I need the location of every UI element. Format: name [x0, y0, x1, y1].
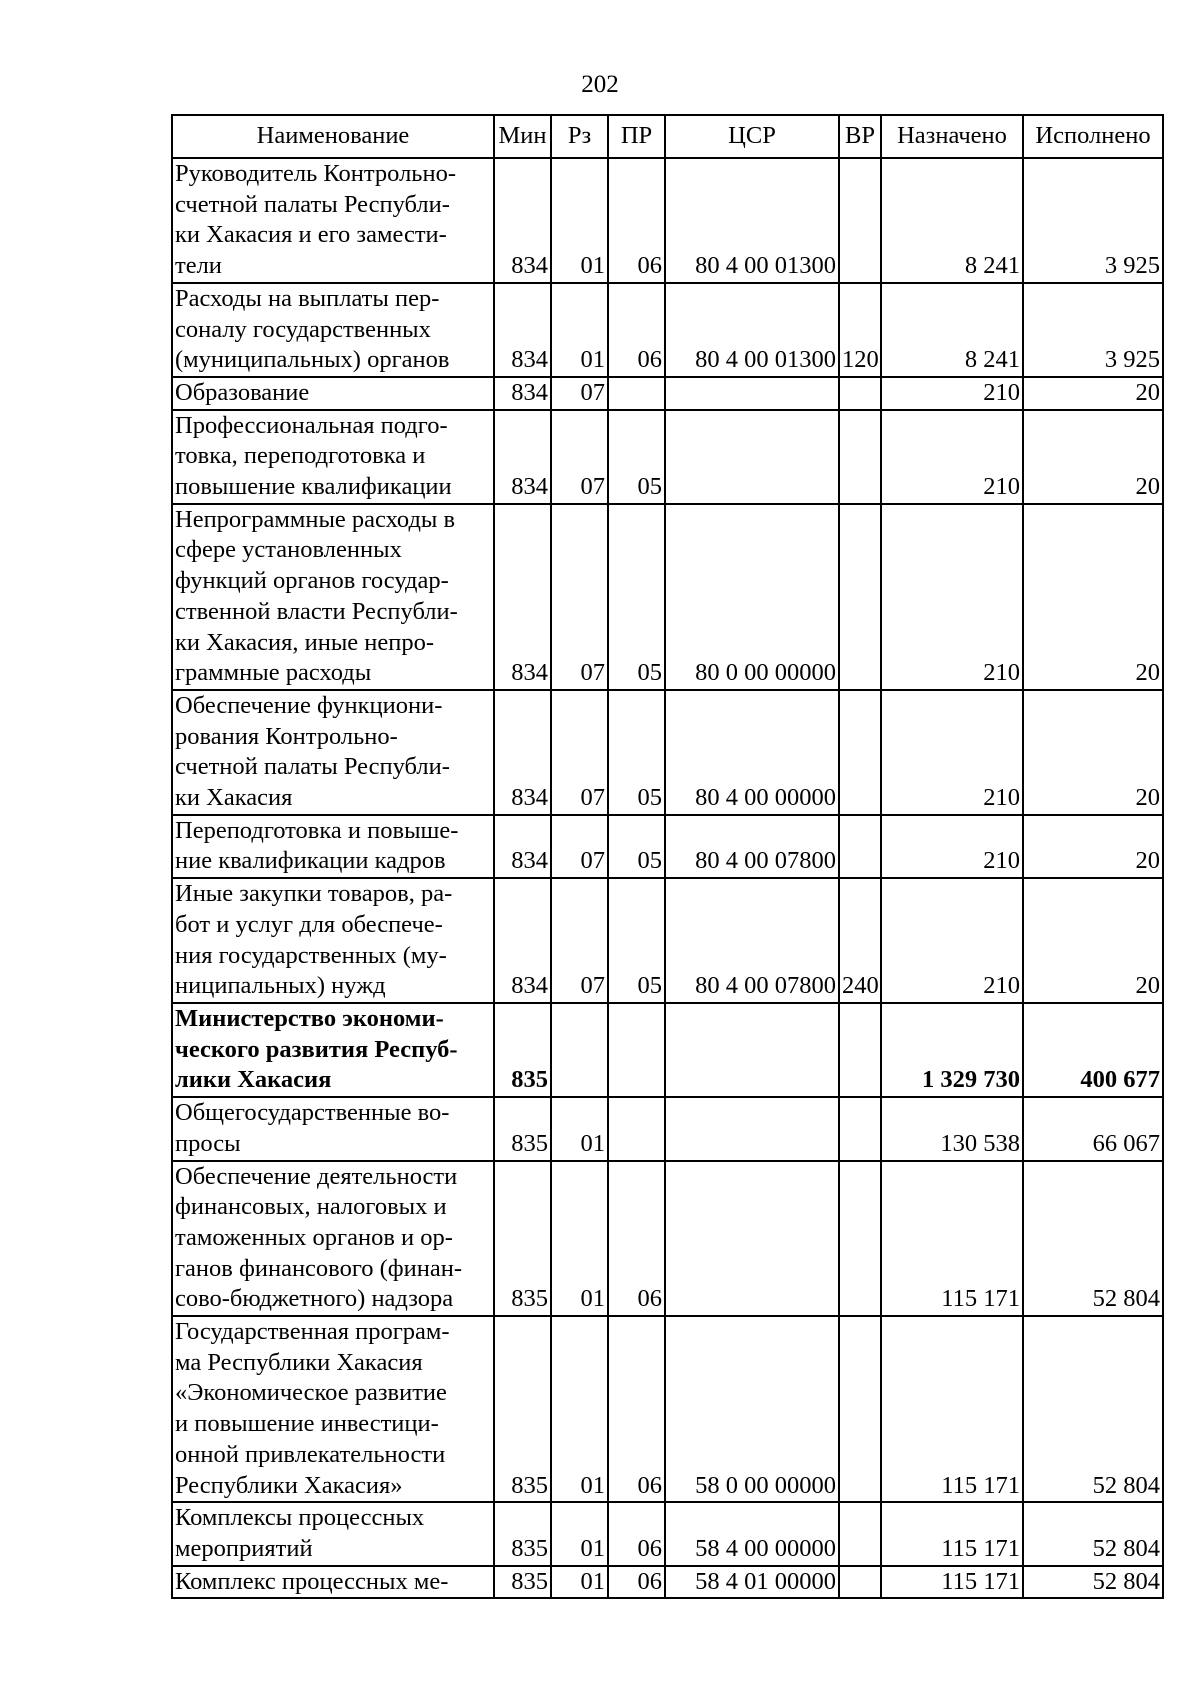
cell-name-line: соналу государственных — [175, 315, 431, 343]
cell-pr: 05 — [608, 878, 665, 1003]
cell-name-line: Министерство экономи- — [175, 1004, 444, 1032]
cell-csr — [665, 1097, 839, 1160]
cell-name-line: Комплексы процессных — [175, 1504, 425, 1532]
cell-csr — [665, 410, 839, 504]
cell-name-line: Руководитель Контрольно- — [175, 160, 456, 187]
cell-csr: 58 4 01 00000 — [665, 1566, 839, 1599]
cell-name-line: и повышение инвестици- — [175, 1410, 439, 1438]
table-row — [172, 410, 1163, 504]
cell-assigned: 1 329 730 — [881, 1003, 1023, 1097]
cell-pr: 06 — [608, 1502, 665, 1565]
cell-executed: 52 804 — [1023, 1502, 1163, 1565]
cell-name — [172, 1003, 494, 1097]
cell-pr: 05 — [608, 815, 665, 878]
cell-name-line: онной привлекательности — [175, 1440, 446, 1468]
cell-executed: 20 — [1023, 690, 1163, 815]
header-min: Мин — [494, 115, 551, 158]
header-executed: Исполнено — [1023, 115, 1163, 158]
table-row — [172, 1566, 1163, 1599]
cell-name — [172, 815, 494, 878]
page-number: 202 — [581, 71, 619, 98]
cell-name-line: повышение квалификации — [175, 473, 452, 501]
cell-assigned: 115 171 — [881, 1161, 1023, 1317]
cell-name-line: (муниципальных) органов — [175, 346, 450, 374]
cell-name-line: бот и услуг для обеспече- — [175, 910, 443, 938]
cell-vr — [839, 1003, 881, 1097]
cell-pr: 06 — [608, 1161, 665, 1317]
table-row — [172, 504, 1163, 690]
cell-vr — [839, 1566, 881, 1599]
cell-min: 835 — [494, 1097, 551, 1160]
cell-name-line: ганов финансового (финан- — [175, 1254, 463, 1282]
cell-min: 834 — [494, 158, 551, 283]
cell-name-line: ки Хакасия и его замести- — [175, 221, 447, 249]
cell-name — [172, 690, 494, 815]
cell-name — [172, 1161, 494, 1317]
cell-name-line: просы — [175, 1129, 241, 1157]
cell-vr — [839, 158, 881, 283]
cell-name-line: Обеспечение функциони- — [175, 691, 443, 719]
table-row — [172, 878, 1163, 1003]
cell-rz: 01 — [551, 158, 608, 283]
cell-name-line: Комплекс процессных ме- — [175, 1567, 449, 1595]
cell-name-line: сфере установленных — [175, 536, 402, 564]
cell-assigned: 210 — [881, 410, 1023, 504]
cell-rz: 07 — [551, 504, 608, 690]
table-row — [172, 158, 1163, 283]
cell-pr: 05 — [608, 410, 665, 504]
cell-vr: 240 — [839, 878, 881, 1003]
cell-name-line: Обеспечение деятельности — [175, 1162, 458, 1190]
cell-name-line: Профессиональная подго- — [175, 411, 448, 439]
table-row — [172, 283, 1163, 377]
cell-name-line: Расходы на выплаты пер- — [175, 284, 440, 312]
cell-name-line: тели — [175, 252, 222, 280]
table-body — [172, 158, 1163, 1598]
cell-assigned: 130 538 — [881, 1097, 1023, 1160]
cell-name — [172, 283, 494, 377]
cell-rz: 01 — [551, 1097, 608, 1160]
cell-csr: 80 4 00 07800 — [665, 815, 839, 878]
cell-name — [172, 1097, 494, 1160]
cell-name — [172, 1566, 494, 1599]
cell-csr: 80 4 00 07800 — [665, 878, 839, 1003]
cell-name-line: ки Хакасия, иные непро- — [175, 628, 435, 656]
header-pr: ПР — [608, 115, 665, 158]
cell-vr — [839, 1161, 881, 1317]
cell-rz: 07 — [551, 690, 608, 815]
cell-executed: 20 — [1023, 410, 1163, 504]
cell-csr: 80 4 00 01300 — [665, 283, 839, 377]
cell-min: 835 — [494, 1566, 551, 1599]
budget-table — [171, 114, 1164, 1599]
cell-assigned: 8 241 — [881, 283, 1023, 377]
cell-vr — [839, 815, 881, 878]
cell-name-line: товка, переподготовка и — [175, 442, 426, 470]
cell-executed: 20 — [1023, 878, 1163, 1003]
cell-min: 835 — [494, 1502, 551, 1565]
cell-min: 834 — [494, 283, 551, 377]
cell-rz: 01 — [551, 1316, 608, 1502]
cell-executed: 20 — [1023, 504, 1163, 690]
cell-name-line: мероприятий — [175, 1534, 313, 1562]
cell-assigned: 8 241 — [881, 158, 1023, 283]
cell-vr — [839, 410, 881, 504]
cell-assigned: 115 171 — [881, 1566, 1023, 1599]
header-vr: ВР — [839, 115, 881, 158]
cell-min: 834 — [494, 878, 551, 1003]
cell-csr: 58 4 00 00000 — [665, 1502, 839, 1565]
cell-min: 835 — [494, 1161, 551, 1317]
cell-name-line: «Экономическое развитие — [175, 1379, 447, 1407]
cell-name-line: граммные расходы — [175, 659, 372, 687]
cell-name-line: Общегосударственные во- — [175, 1099, 450, 1127]
cell-rz: 07 — [551, 377, 608, 410]
cell-name — [172, 377, 494, 410]
table-row — [172, 1003, 1163, 1097]
cell-assigned: 115 171 — [881, 1502, 1023, 1565]
cell-name-line: таможенных органов и ор- — [175, 1223, 453, 1251]
cell-rz: 07 — [551, 878, 608, 1003]
table-header-row — [172, 115, 1163, 158]
cell-rz: 01 — [551, 1566, 608, 1599]
cell-name-line: Непрограммные расходы в — [175, 505, 456, 533]
header-name: Наименование — [172, 115, 494, 158]
cell-pr: 05 — [608, 504, 665, 690]
cell-name-line: ниципальных) нужд — [175, 972, 386, 1000]
cell-rz: 01 — [551, 1161, 608, 1317]
cell-executed: 20 — [1023, 815, 1163, 878]
cell-vr — [839, 1316, 881, 1502]
header-rz: Рз — [551, 115, 608, 158]
cell-executed: 52 804 — [1023, 1316, 1163, 1502]
cell-pr — [608, 1003, 665, 1097]
cell-name — [172, 410, 494, 504]
cell-name-line: рования Контрольно- — [175, 722, 398, 750]
cell-min: 835 — [494, 1003, 551, 1097]
cell-name — [172, 504, 494, 690]
table-row — [172, 1502, 1163, 1565]
cell-vr — [839, 377, 881, 410]
cell-name-line: Образование — [175, 378, 310, 406]
cell-executed: 3 925 — [1023, 283, 1163, 377]
cell-executed: 52 804 — [1023, 1161, 1163, 1317]
table-row — [172, 815, 1163, 878]
cell-rz: 01 — [551, 1502, 608, 1565]
cell-name — [172, 158, 494, 283]
cell-name-line: Иные закупки товаров, ра- — [175, 880, 453, 908]
cell-name-line: ние квалификации кадров — [175, 847, 446, 875]
header-assigned: Назначено — [881, 115, 1023, 158]
cell-name-line: лики Хакасия — [175, 1066, 332, 1094]
cell-csr: 80 0 00 00000 — [665, 504, 839, 690]
cell-min: 834 — [494, 815, 551, 878]
cell-assigned: 210 — [881, 815, 1023, 878]
cell-pr: 06 — [608, 1316, 665, 1502]
cell-rz: 07 — [551, 815, 608, 878]
cell-min: 834 — [494, 504, 551, 690]
cell-min: 835 — [494, 1316, 551, 1502]
cell-name — [172, 1502, 494, 1565]
cell-name-line: счетной палаты Республи- — [175, 753, 450, 781]
cell-pr — [608, 377, 665, 410]
cell-min: 834 — [494, 410, 551, 504]
cell-pr: 06 — [608, 158, 665, 283]
cell-vr — [839, 504, 881, 690]
cell-name-line: сово-бюджетного) надзора — [175, 1285, 454, 1313]
cell-executed: 400 677 — [1023, 1003, 1163, 1097]
cell-min: 834 — [494, 690, 551, 815]
cell-assigned: 210 — [881, 504, 1023, 690]
cell-name-line: Переподготовка и повыше- — [175, 816, 459, 844]
cell-name-line: ния государственных (му- — [175, 941, 447, 969]
cell-pr: 05 — [608, 690, 665, 815]
cell-executed: 52 804 — [1023, 1566, 1163, 1599]
cell-name-line: Государственная програм- — [175, 1318, 450, 1346]
cell-assigned: 210 — [881, 690, 1023, 815]
cell-name-line: счетной палаты Республи- — [175, 190, 450, 218]
cell-csr — [665, 377, 839, 410]
cell-csr: 58 0 00 00000 — [665, 1316, 839, 1502]
cell-executed: 66 067 — [1023, 1097, 1163, 1160]
cell-name-line: финансовых, налоговых и — [175, 1193, 447, 1221]
cell-name-line: ки Хакасия — [175, 784, 293, 812]
table-row — [172, 1097, 1163, 1160]
cell-rz: 07 — [551, 410, 608, 504]
cell-csr — [665, 1161, 839, 1317]
table-row — [172, 377, 1163, 410]
cell-rz: 01 — [551, 283, 608, 377]
table-row — [172, 1161, 1163, 1317]
cell-name — [172, 1316, 494, 1502]
cell-pr — [608, 1097, 665, 1160]
cell-name-line: ма Республики Хакасия — [175, 1348, 423, 1376]
cell-assigned: 210 — [881, 878, 1023, 1003]
cell-executed: 3 925 — [1023, 158, 1163, 283]
cell-vr — [839, 690, 881, 815]
table-row — [172, 690, 1163, 815]
cell-pr: 06 — [608, 283, 665, 377]
cell-name-line: функций органов государ- — [175, 567, 449, 595]
cell-vr: 120 — [839, 283, 881, 377]
cell-csr — [665, 1003, 839, 1097]
cell-assigned: 210 — [881, 377, 1023, 410]
cell-vr — [839, 1097, 881, 1160]
cell-assigned: 115 171 — [881, 1316, 1023, 1502]
cell-name — [172, 878, 494, 1003]
header-csr: ЦСР — [665, 115, 839, 158]
cell-pr: 06 — [608, 1566, 665, 1599]
cell-min: 834 — [494, 377, 551, 410]
cell-vr — [839, 1502, 881, 1565]
cell-csr: 80 4 00 00000 — [665, 690, 839, 815]
cell-csr: 80 4 00 01300 — [665, 158, 839, 283]
cell-name-line: Республики Хакасия» — [175, 1471, 403, 1499]
table-row — [172, 1316, 1163, 1502]
cell-name-line: ственной власти Республи- — [175, 597, 458, 625]
cell-executed: 20 — [1023, 377, 1163, 410]
cell-rz — [551, 1003, 608, 1097]
cell-name-line: ческого развития Респуб- — [175, 1035, 458, 1063]
